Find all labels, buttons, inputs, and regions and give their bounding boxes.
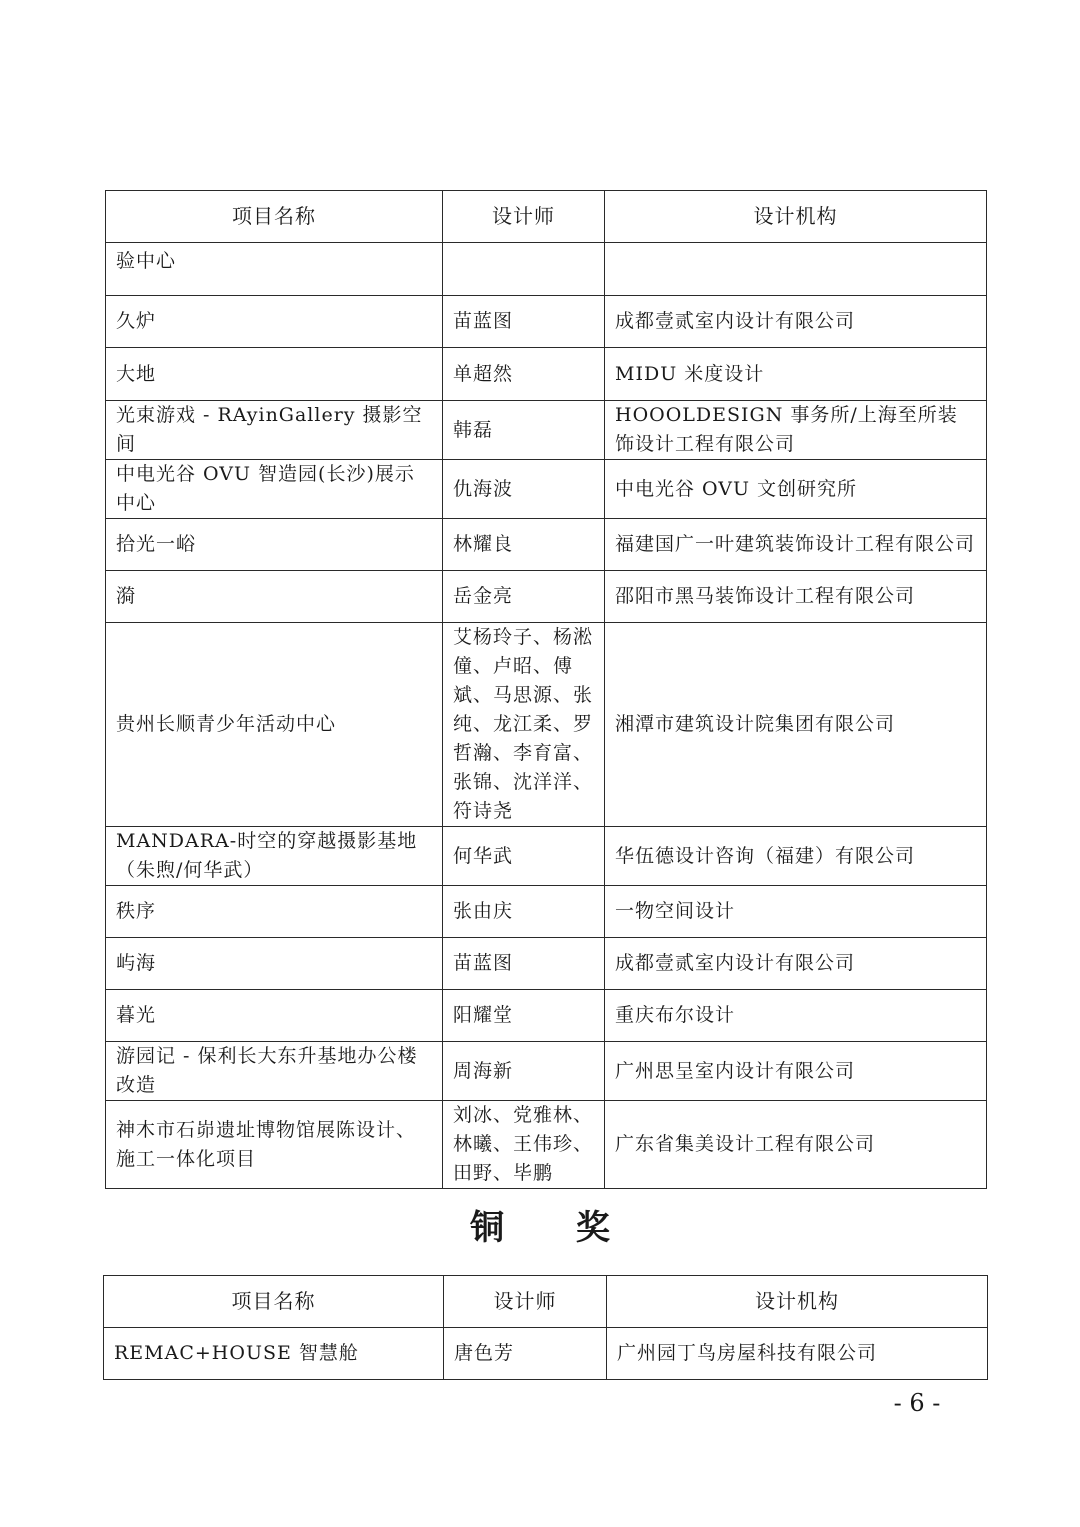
project-cell: 久炉 (106, 296, 443, 348)
project-cell: 拾光一峪 (106, 519, 443, 571)
institution-cell: 邵阳市黑马装饰设计工程有限公司 (605, 571, 987, 623)
institution-cell: 广州园丁鸟房屋科技有限公司 (607, 1328, 988, 1380)
designer-cell: 仇海波 (443, 460, 605, 519)
project-cell: 验中心 (106, 243, 443, 296)
table-row (106, 827, 987, 886)
designer-cell: 林耀良 (443, 519, 605, 571)
project-cell: 大地 (106, 348, 443, 401)
header-institution: 设计机构 (605, 191, 987, 243)
table-row (106, 571, 987, 623)
header-institution: 设计机构 (607, 1276, 988, 1328)
header-project-name: 项目名称 (106, 191, 443, 243)
project-cell: 游园记 - 保利长大东升基地办公楼改造 (106, 1042, 443, 1101)
institution-cell: 华伍德设计咨询（福建）有限公司 (605, 827, 987, 886)
table-row (106, 938, 987, 990)
designer-cell: 阳耀堂 (443, 990, 605, 1042)
bronze-award-heading: 铜 奖 (470, 1208, 640, 1248)
institution-cell: MIDU 米度设计 (605, 348, 987, 401)
designer-cell: 何华武 (443, 827, 605, 886)
designer-cell (443, 243, 605, 296)
designer-cell: 周海新 (443, 1042, 605, 1101)
institution-cell: 一物空间设计 (605, 886, 987, 938)
table-row (106, 990, 987, 1042)
designer-cell: 岳金亮 (443, 571, 605, 623)
table-row (104, 1328, 988, 1380)
table-header-row (106, 191, 987, 243)
project-cell: REMAC+HOUSE 智慧舱 (104, 1328, 444, 1380)
project-cell: 暮光 (106, 990, 443, 1042)
institution-cell (605, 243, 987, 296)
designer-cell: 刘冰、党雅林、林曦、王伟珍、田野、毕鹏 (443, 1101, 605, 1189)
designer-cell: 苗蓝图 (443, 296, 605, 348)
bronze-award-table (103, 1275, 988, 1380)
designer-cell: 张由庆 (443, 886, 605, 938)
institution-cell: 重庆布尔设计 (605, 990, 987, 1042)
designer-cell: 唐色芳 (444, 1328, 607, 1380)
institution-cell: 广东省集美设计工程有限公司 (605, 1101, 987, 1189)
institution-cell: 成都壹贰室内设计有限公司 (605, 938, 987, 990)
table-row (106, 1042, 987, 1101)
project-cell: 贵州长顺青少年活动中心 (106, 623, 443, 827)
table-row (106, 401, 987, 460)
project-cell: 漪 (106, 571, 443, 623)
header-designer: 设计师 (443, 191, 605, 243)
table-row (106, 623, 987, 827)
table-row (106, 243, 987, 296)
header-designer: 设计师 (444, 1276, 607, 1328)
institution-cell: 湘潭市建筑设计院集团有限公司 (605, 623, 987, 827)
header-project-name: 项目名称 (104, 1276, 444, 1328)
institution-cell: 成都壹贰室内设计有限公司 (605, 296, 987, 348)
silver-award-table (105, 190, 987, 1189)
project-cell: MANDARA-时空的穿越摄影基地（朱煦/何华武） (106, 827, 443, 886)
table-row (106, 886, 987, 938)
project-cell: 光束游戏 - RAyinGallery 摄影空间 (106, 401, 443, 460)
project-cell: 屿海 (106, 938, 443, 990)
project-cell: 神木市石峁遗址博物馆展陈设计、施工一体化项目 (106, 1101, 443, 1189)
table-row (106, 348, 987, 401)
table-row (106, 1101, 987, 1189)
designer-cell: 韩磊 (443, 401, 605, 460)
page-number: - 6 - (893, 1389, 941, 1417)
institution-cell: 广州思呈室内设计有限公司 (605, 1042, 987, 1101)
table-header-row (104, 1276, 988, 1328)
institution-cell: HOOOLDESIGN 事务所/上海至所装饰设计工程有限公司 (605, 401, 987, 460)
designer-cell: 单超然 (443, 348, 605, 401)
table-row (106, 519, 987, 571)
designer-cell: 苗蓝图 (443, 938, 605, 990)
project-cell: 秩序 (106, 886, 443, 938)
table-row (106, 296, 987, 348)
table-row (106, 460, 987, 519)
project-cell: 中电光谷 OVU 智造园(长沙)展示中心 (106, 460, 443, 519)
institution-cell: 中电光谷 OVU 文创研究所 (605, 460, 987, 519)
institution-cell: 福建国广一叶建筑装饰设计工程有限公司 (605, 519, 987, 571)
designer-cell: 艾杨玲子、杨淞僮、卢昭、傅斌、马思源、张纯、龙江柔、罗哲瀚、李育富、张锦、沈洋洋、符诗尧 (443, 623, 605, 827)
